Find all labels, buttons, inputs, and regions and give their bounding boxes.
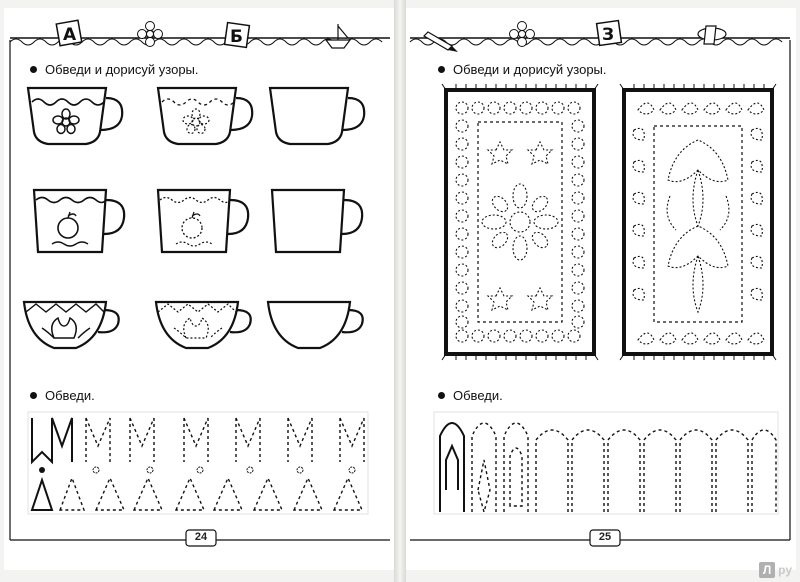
cup-blank[interactable] (270, 88, 364, 144)
bullet-icon (30, 392, 37, 399)
right-task2-text: Обведи. (453, 388, 503, 403)
teacup-blank[interactable] (268, 302, 363, 348)
watermark-text: ру (778, 563, 792, 577)
bullet-icon (438, 392, 445, 399)
right-task1-text: Обведи и дорисуй узоры. (453, 62, 607, 77)
border-letter: З (602, 25, 615, 45)
left-task1-instruction (30, 62, 199, 77)
right-task2-instruction (438, 388, 503, 403)
letter-block-z (597, 21, 622, 46)
flower-icon (138, 22, 163, 47)
watermark (759, 562, 792, 578)
teacup-trace-tulip[interactable] (156, 302, 251, 348)
left-task2-text: Обведи. (45, 388, 95, 403)
pencil-icon (424, 32, 458, 52)
right-task1-instruction (438, 62, 607, 77)
flower-icon (510, 22, 535, 47)
right-trace-strip[interactable] (434, 412, 778, 514)
border-letter: Б (230, 27, 243, 47)
toy-plane-icon (698, 26, 726, 44)
mug-blank[interactable] (272, 190, 362, 252)
left-trace-strip[interactable] (28, 412, 368, 514)
watermark-logo-icon: Л (759, 562, 775, 578)
right-page-number: 25 (598, 531, 612, 543)
cup-trace-flower[interactable] (158, 88, 252, 144)
cup-sample-flower (28, 88, 122, 144)
rug-left[interactable] (442, 84, 598, 360)
bullet-icon (438, 66, 445, 73)
teacup-sample-tulip (24, 302, 119, 348)
left-page-number: 24 (194, 531, 208, 543)
left-task2-instruction (30, 388, 95, 403)
paper-boat-icon (326, 24, 350, 48)
mug-sample-apple (34, 190, 124, 252)
bullet-icon (30, 66, 37, 73)
letter-block-a (56, 20, 81, 45)
left-task1-text: Обведи и дорисуй узоры. (45, 62, 199, 77)
letter-block-b (225, 23, 250, 48)
border-letter: А (63, 25, 77, 45)
rug-right[interactable] (620, 84, 776, 360)
mug-trace-apple[interactable] (158, 190, 248, 252)
